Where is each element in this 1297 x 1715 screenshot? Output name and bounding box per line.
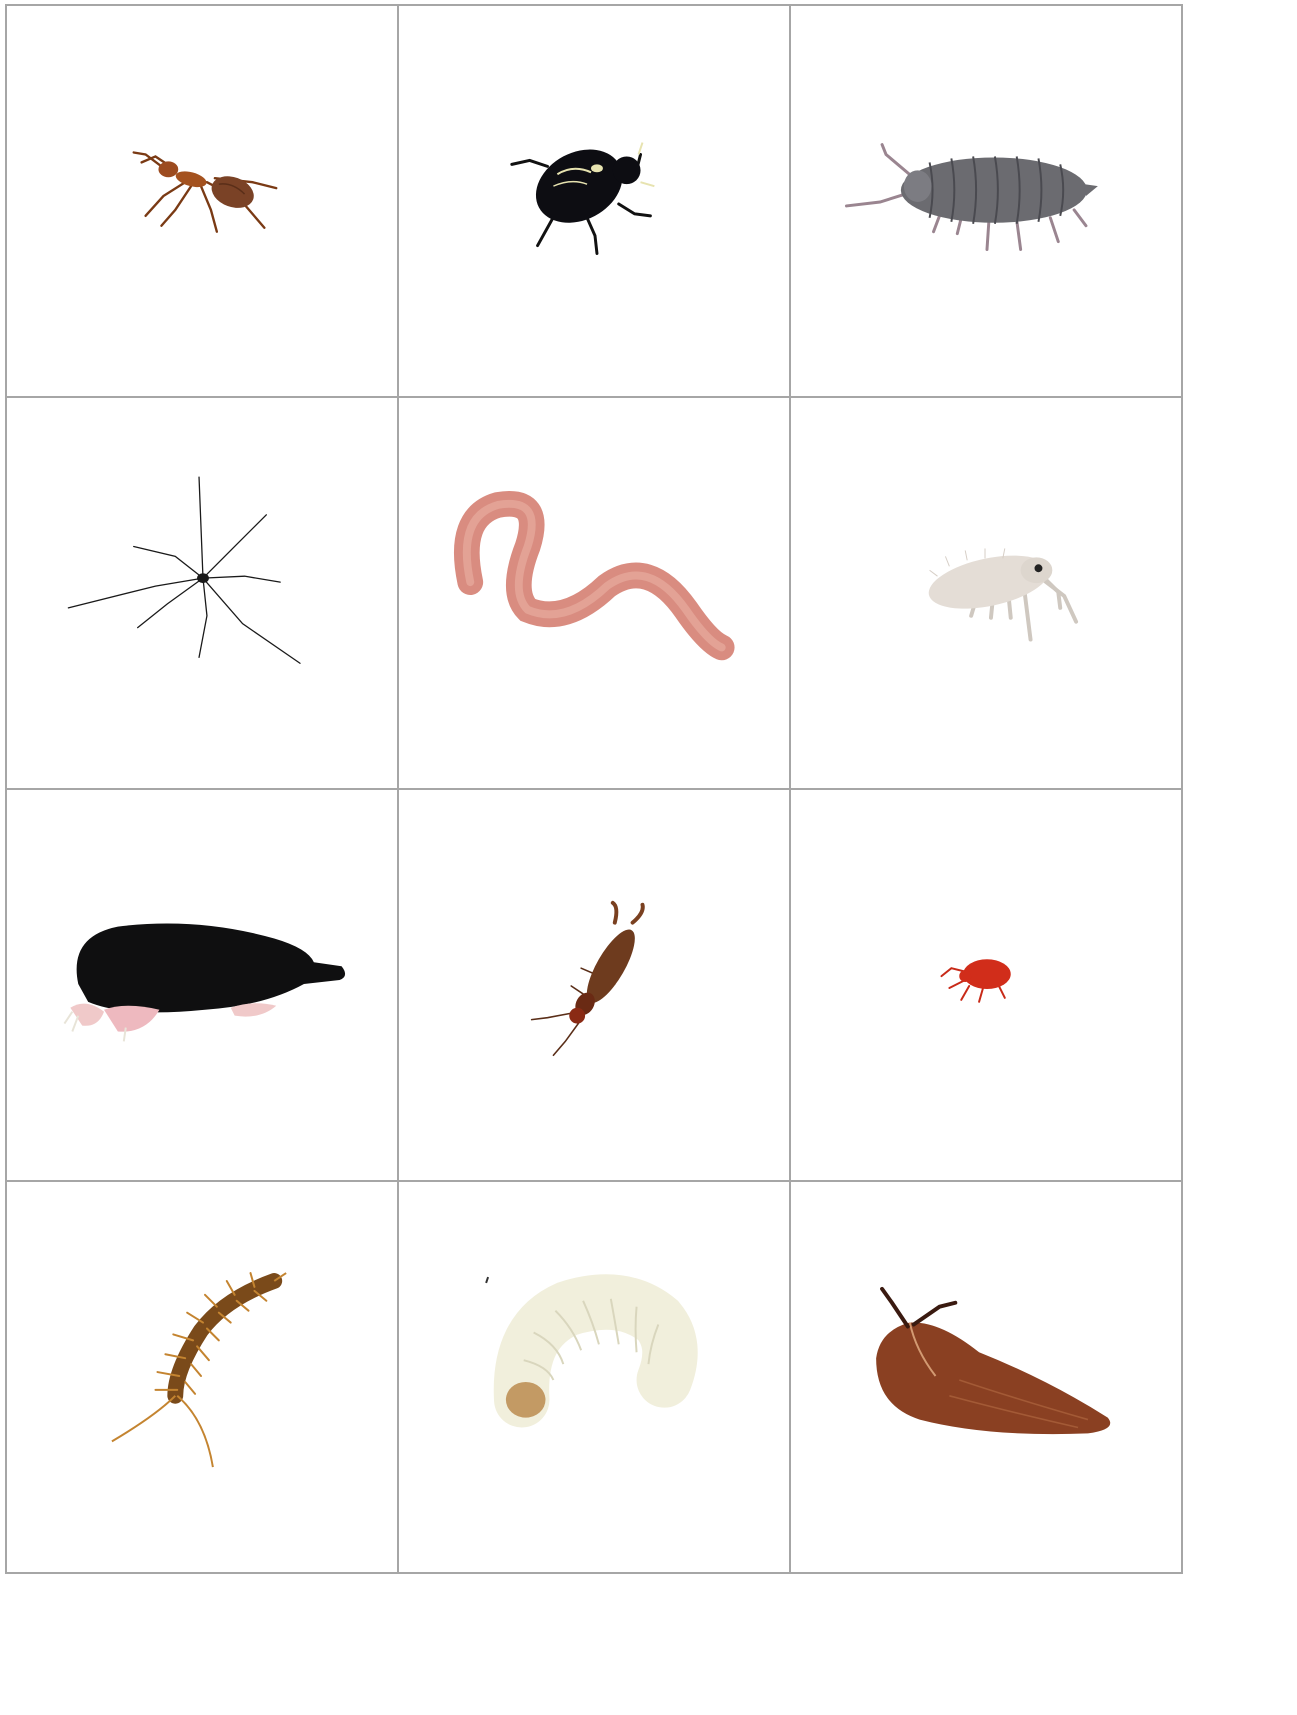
mole-icon <box>7 790 397 1180</box>
card-earwig <box>397 788 791 1182</box>
card-centipede <box>5 1180 399 1574</box>
card-ant <box>5 4 399 398</box>
card-woodlouse <box>789 4 1183 398</box>
harvestman-icon <box>7 398 397 788</box>
card-mole <box>5 788 399 1182</box>
card-earthworm <box>397 396 791 790</box>
red-mite-icon <box>791 790 1181 1180</box>
centipede-icon <box>7 1182 397 1572</box>
card-grub <box>397 1180 791 1574</box>
card-harvestman <box>5 396 399 790</box>
card-slug <box>789 1180 1183 1574</box>
ant-icon <box>7 6 397 396</box>
card-springtail <box>789 396 1183 790</box>
grub-icon <box>399 1182 789 1572</box>
beetle-icon <box>399 6 789 396</box>
earwig-icon <box>399 790 789 1180</box>
earthworm-icon <box>399 398 789 788</box>
woodlouse-icon <box>791 6 1181 396</box>
card-red-mite <box>789 788 1183 1182</box>
picture-card-grid <box>5 4 1294 1715</box>
slug-icon <box>791 1182 1181 1572</box>
springtail-icon <box>791 398 1181 788</box>
card-beetle <box>397 4 791 398</box>
